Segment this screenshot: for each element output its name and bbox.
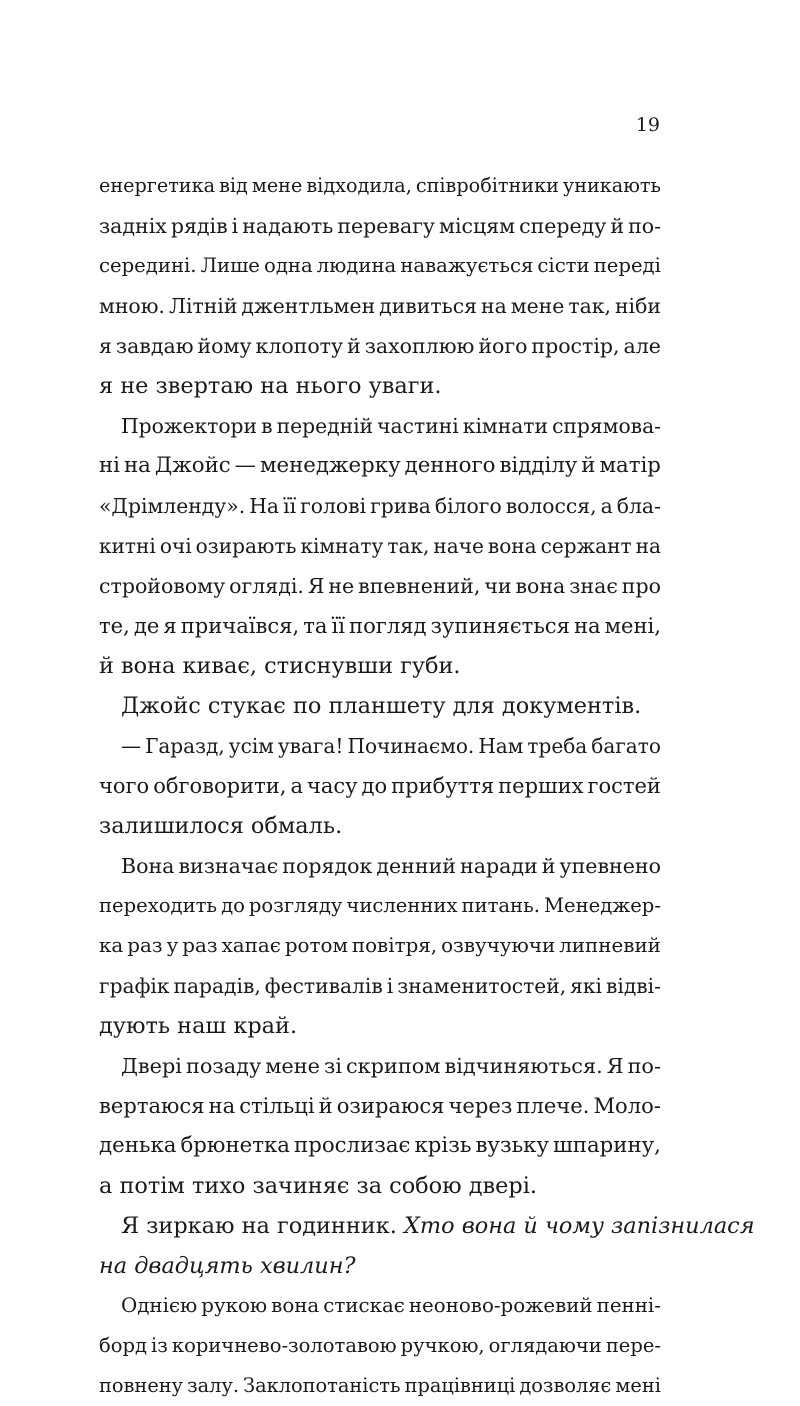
text-line: переходить до розгляду численних питань. Менеджер- bbox=[99, 894, 661, 917]
text-line: середині. Лише одна людина наважується сісти переді bbox=[99, 254, 661, 277]
italic-segment: Хто вона й чому запізнилася bbox=[403, 1213, 755, 1239]
text-line: Вона визначає порядок денний наради й упевнено bbox=[121, 854, 661, 878]
text-line: «Дрімленду». На її голові грива білого волосся, а бла- bbox=[99, 494, 661, 518]
text-line: те, де я причаївся, та її погляд зупиняється на мені, bbox=[99, 613, 661, 638]
text-line: енергетика від мене відходила, співробітники уникають bbox=[99, 174, 661, 197]
text-line: стройовому огляді. Я не впевнений, чи вона знає про bbox=[99, 574, 661, 598]
body-text bbox=[99, 166, 755, 1406]
text-line: а потім тихо зачиняє за собою двері. bbox=[99, 1173, 538, 1199]
text-line: Джойс стукає по планшету для документів. bbox=[121, 693, 642, 719]
text-line: Двері позаду мене зі скрипом відчиняються. Я по- bbox=[121, 1054, 661, 1078]
text-line: ні на Джойс — менеджерку денного відділу й матір bbox=[99, 453, 661, 478]
text-segment: Я зиркаю на годинник. bbox=[121, 1213, 404, 1239]
text-line: залишилося обмаль. bbox=[99, 813, 343, 839]
text-line: вертаюся на стільці й озираюся через плече. Моло- bbox=[99, 1093, 661, 1118]
text-line: мною. Літній джентльмен дивиться на мене так, ніби bbox=[99, 294, 661, 318]
text-line: Однією рукою вона стискає неоново-рожевий пенні- bbox=[121, 1294, 661, 1317]
text-line: дують наш край. bbox=[99, 1013, 298, 1039]
text-line: я завдаю йому клопоту й захоплюю його простір, але bbox=[99, 334, 661, 358]
text-line: графік парадів, фестивалів і знаменитостей, які відві- bbox=[99, 974, 661, 998]
text-line: я не звертаю на нього уваги. bbox=[99, 373, 442, 399]
page-number: 19 bbox=[635, 114, 660, 136]
text-line: — Гаразд, усім увага! Починаємо. Нам треба багато bbox=[121, 734, 661, 758]
text-line: й вона киває, стиснувши губи. bbox=[99, 653, 461, 679]
text-line: Прожектори в передній частині кімнати спрямова- bbox=[121, 414, 661, 438]
text-line: ка раз у раз хапає ротом повітря, озвучуючи липневий bbox=[99, 934, 661, 957]
text-line: чого обговорити, а часу до прибуття перших гостей bbox=[99, 773, 661, 798]
text-line: китні очі озирають кімнату так, наче вона сержант на bbox=[99, 534, 661, 558]
text-line: повнену залу. Заклопотаність працівниці дозволяє мені bbox=[99, 1374, 661, 1397]
text-line: задніх рядів і надають перевагу місцям спереду й по- bbox=[99, 214, 661, 238]
text-line: борд із коричнево-золотавою ручкою, оглядаючи пере- bbox=[99, 1334, 661, 1357]
italic-text-line: на двадцять хвилин? bbox=[99, 1253, 356, 1279]
text-line-mixed bbox=[99, 1206, 755, 1246]
text-line: денька брюнетка прослизає крізь вузьку шпарину, bbox=[99, 1133, 661, 1158]
